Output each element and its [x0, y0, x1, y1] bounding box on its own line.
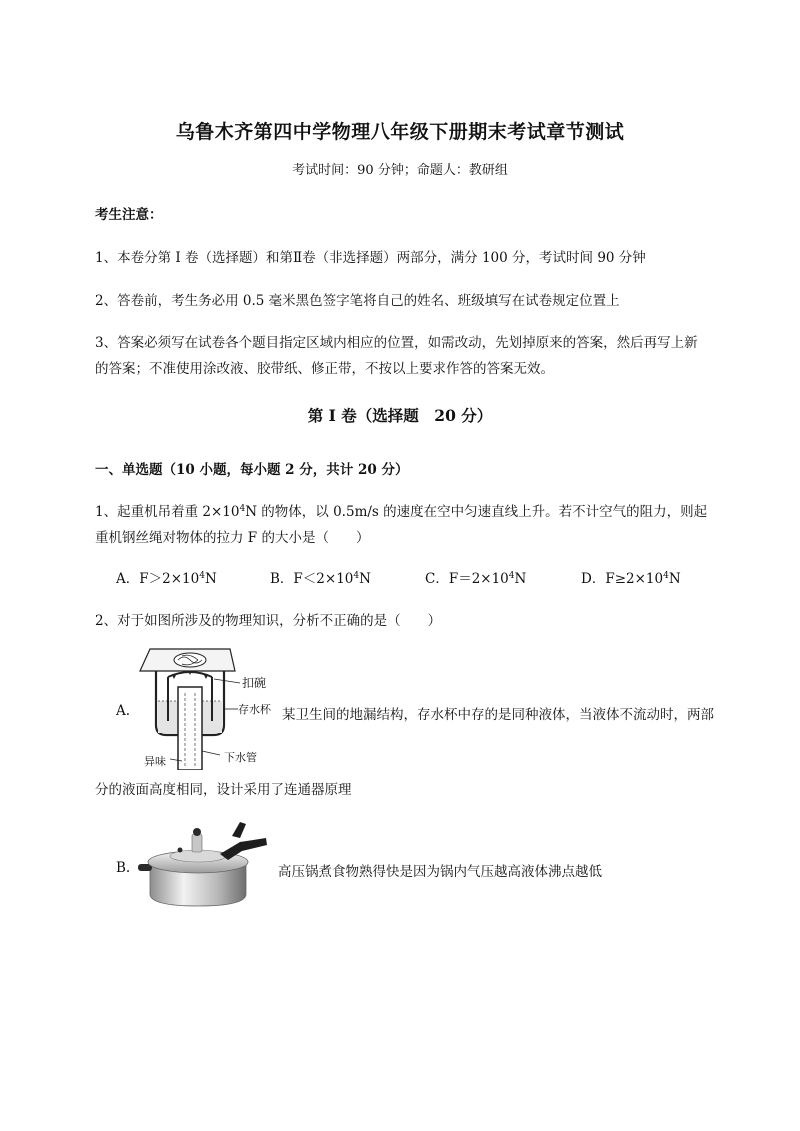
q1-option-d-text: D．F≥2×10	[581, 571, 664, 587]
note-item-3-cont: 的答案；不准使用涂改液、胶带纸、修正带，不按以上要求作答的答案无效。	[95, 361, 554, 377]
q1-text-pre: 1、起重机吊着重 2×10	[95, 504, 240, 520]
q1-option-b-exp: 4	[353, 571, 360, 581]
q1-option-c-text: C．F＝2×10	[425, 571, 509, 587]
q1-option-c-unit: N	[514, 571, 527, 587]
section-title: 第 I 卷（选择题 20 分）	[307, 406, 493, 425]
q1-option-b[interactable]	[270, 567, 371, 587]
q1-option-d-exp: 4	[663, 571, 669, 581]
q2-option-a-label[interactable]: A.	[116, 703, 131, 719]
q2-option-b-label[interactable]: B.	[116, 860, 131, 876]
note-item-3: 3、答案必须写在试卷各个题目指定区域内相应的位置，如需改动，先划掉原来的答案，然后再写上新	[95, 335, 698, 351]
q2-option-b-text: 高压锅煮食物熟得快是因为锅内气压越高液体沸点越低	[278, 864, 602, 880]
q2-option-a-text-cont: 分的液面高度相同，设计采用了连通器原理	[95, 782, 352, 798]
floor-drain-diagram	[130, 643, 290, 770]
q2-stem: 2、对于如图所涉及的物理知识，分析不正确的是（ ）	[95, 613, 442, 629]
q1-option-b-text: B．F＜2×10	[270, 571, 354, 587]
note-item-2: 2、答卷前，考生务必用 0.5 毫米黑色签字笔将自己的姓名、班级填写在试卷规定位置上	[95, 293, 620, 309]
q2-option-a-text: 某卫生间的地漏结构，存水杯中存的是同种液体，当液体不流动时，两部	[282, 707, 714, 723]
q1-option-c[interactable]	[425, 567, 526, 587]
q1-option-a-text: A．F＞2×10	[116, 571, 200, 587]
notes-heading: 考生注意：	[95, 207, 163, 223]
label-pipe: 下水管	[224, 751, 257, 764]
q1-option-c-exp: 4	[508, 571, 515, 581]
q1-exponent: 4	[239, 504, 246, 514]
exam-title: 乌鲁木齐第四中学物理八年级下册期末考试章节测试	[175, 121, 625, 143]
label-bowl: 扣碗	[242, 676, 267, 690]
part-heading: 一、单选题（10 小题，每小题 2 分，共计 20 分）	[95, 462, 409, 478]
q1-option-a-exp: 4	[199, 571, 205, 581]
q1-stem-line2: 重机钢丝绳对物体的拉力 F 的大小是（ ）	[95, 530, 370, 546]
note-item-1: 1、本卷分第 I 卷（选择题）和第Ⅱ卷（非选择题）两部分，满分 100 分，考试时间 90 分钟	[95, 250, 646, 266]
q1-option-d-unit: N	[668, 571, 681, 587]
q1-option-a[interactable]	[116, 567, 217, 587]
q1-text-post: N 的物体，以 0.5m/s 的速度在空中匀速直线上升。若不计空气的阻力，则起	[245, 504, 708, 520]
q1-option-b-unit: N	[359, 571, 371, 587]
q1-option-a-unit: N	[204, 571, 217, 587]
q1-stem-line1	[95, 500, 707, 520]
label-odor: 异味	[144, 755, 166, 768]
pressure-cooker-image	[136, 818, 268, 910]
exam-subtitle: 考试时间：90 分钟；命题人：教研组	[292, 163, 508, 178]
q1-option-d[interactable]	[581, 567, 681, 587]
label-cup: 存水杯	[238, 703, 271, 716]
